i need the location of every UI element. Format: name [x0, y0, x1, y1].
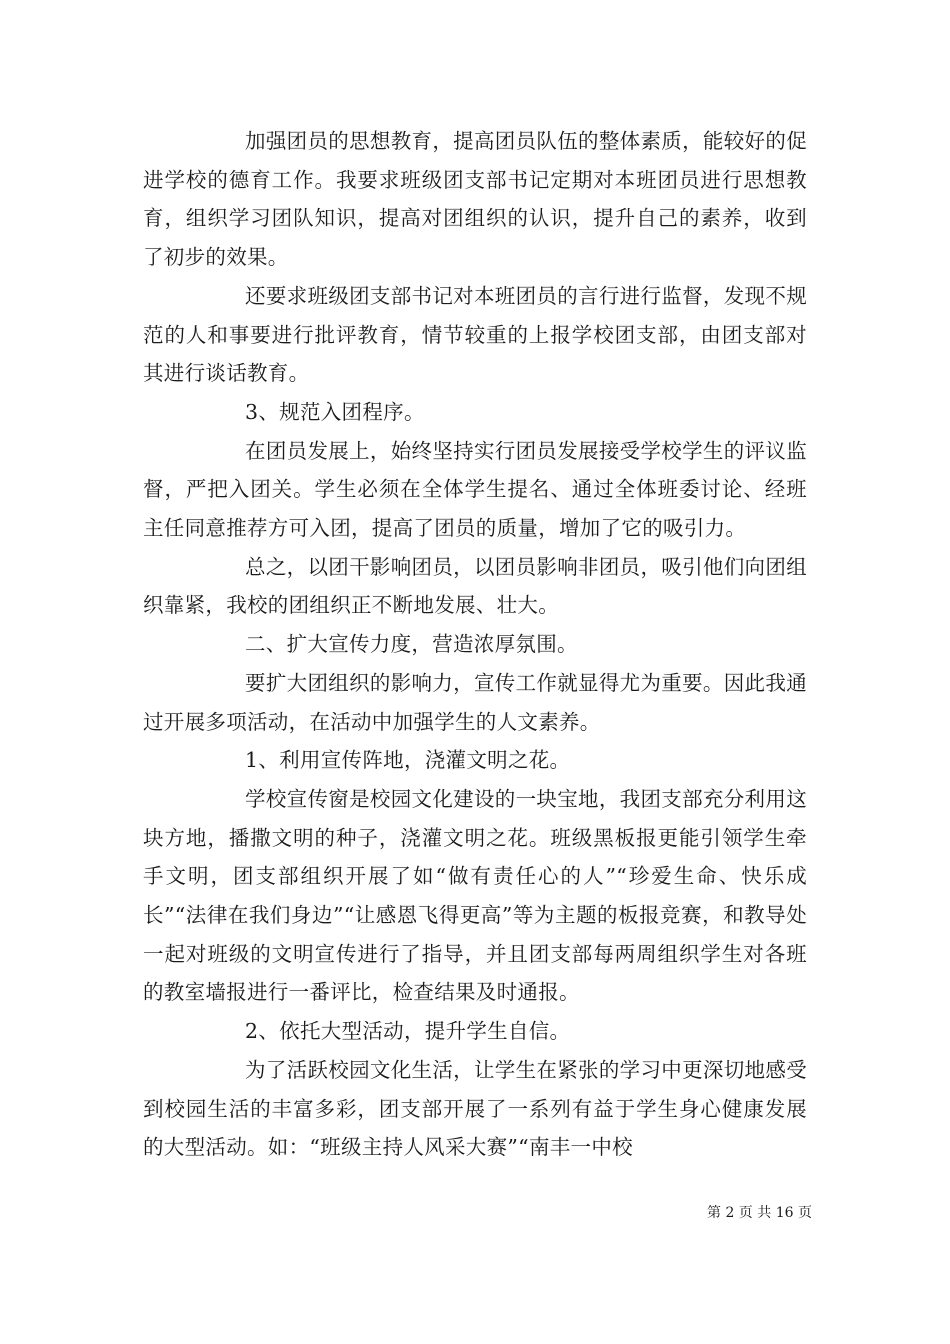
- paragraph-5: 总之，以团干影响团员，以团员影响非团员，吸引他们向团组织靠紧，我校的团组织正不断地发展、壮大。: [143, 554, 807, 618]
- paragraph-10-heading: 2、依托大型活动，提升学生自信。: [245, 1019, 571, 1044]
- page-number-footer: 第 2 页 共 16 页: [707, 1205, 812, 1221]
- paragraph-11: 为了活跃校园文化生活，让学生在紧张的学习中更深切地感受到校园生活的丰富多彩，团支部开展了一系列有益于学生身心健康发展的大型活动。如：“班级主持人风采大赛”“南丰一中校: [143, 1057, 807, 1160]
- paragraph-7: 要扩大团组织的影响力，宣传工作就显得尤为重要。因此我通过开展多项活动，在活动中加强学生的人文素养。: [143, 670, 807, 734]
- paragraph-6-heading: 二、扩大宣传力度，营造浓厚氛围。: [245, 632, 578, 657]
- paragraph-8-heading: 1、利用宣传阵地，浇灌文明之花。: [245, 748, 571, 773]
- document-body: [143, 122, 807, 1167]
- paragraph-2: 还要求班级团支部书记对本班团员的言行进行监督，发现不规范的人和事要进行批评教育，情节较重的上报学校团支部，由团支部对其进行谈话教育。: [143, 283, 807, 386]
- paragraph-4: 在团员发展上，始终坚持实行团员发展接受学校学生的评议监督，严把入团关。学生必须在全体学生提名、通过全体班委讨论、经班主任同意推荐方可入团，提高了团员的质量，增加了它的吸引力。: [143, 438, 807, 541]
- paragraph-3-heading: 3、规范入团程序。: [245, 399, 425, 424]
- paragraph-1: 加强团员的思想教育，提高团员队伍的整体素质，能较好的促进学校的德育工作。我要求班级团支部书记定期对本班团员进行思想教育，组织学习团队知识，提高对团组织的认识，提升自己的素养，收到了初步的效果。: [143, 129, 807, 270]
- paragraph-9: 学校宣传窗是校园文化建设的一块宝地，我团支部充分利用这块方地，播撒文明的种子，浇灌文明之花。班级黑板报更能引领学生牵手文明，团支部组织开展了如“做有责任心的人”“珍爱生命、快乐成长”“法律在我们身边”“让感恩飞得更高”等为主题的板报竞赛，和教导处一起对班级的文明宣传进行了指导，并且团支部每两周组织学生对各班的教室墙报进行一番评比，检查结果及时通报。: [143, 786, 807, 1005]
